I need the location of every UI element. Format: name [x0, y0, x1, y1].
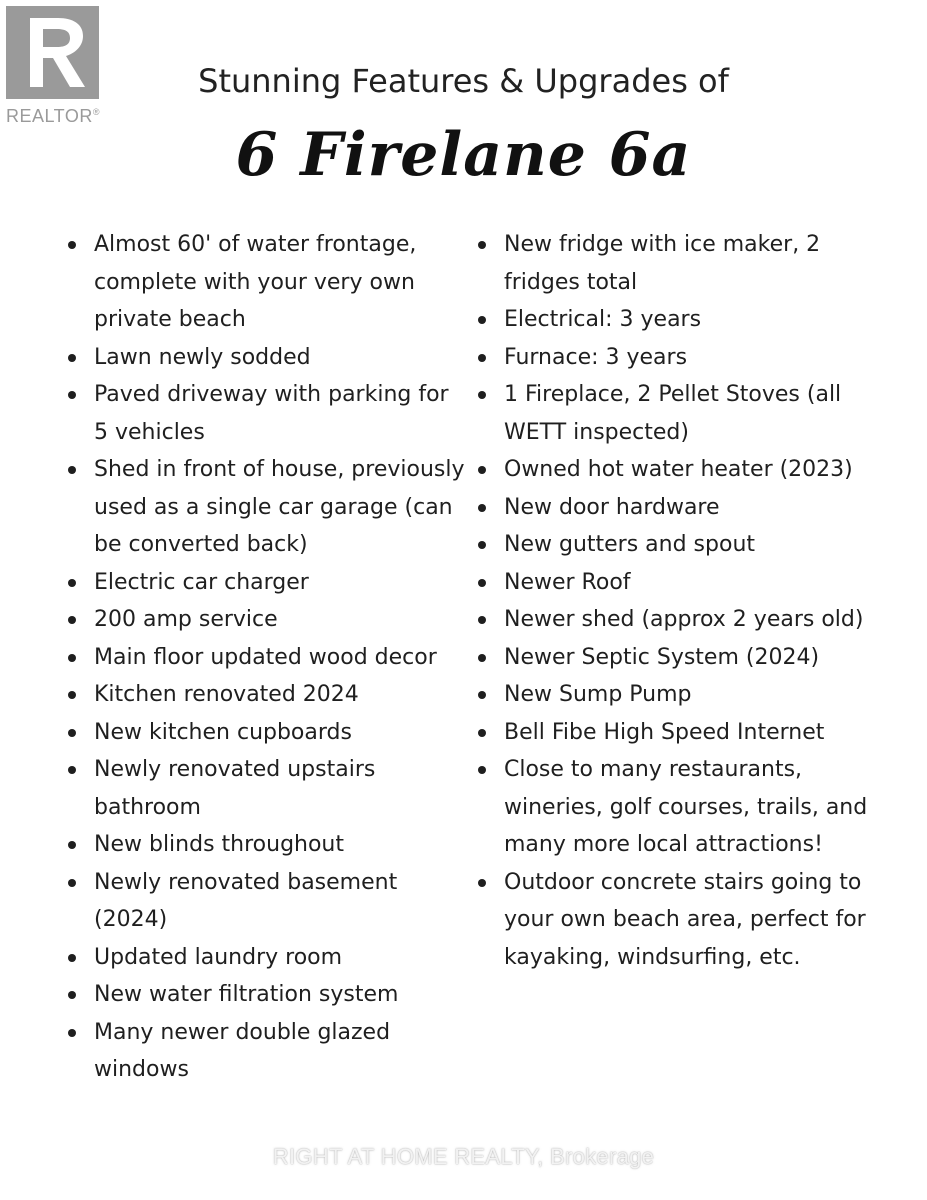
feature-item — [476, 451, 896, 489]
bullet-icon — [68, 841, 76, 849]
features-list-right — [476, 226, 896, 976]
brokerage-watermark: RIGHT AT HOME REALTY, Brokerage — [272, 1144, 655, 1169]
feature-text: Newer shed (approx 2 years old) — [504, 607, 864, 632]
feature-text: Outdoor concrete stairs going to your own beach area, perfect for kayaking, windsurfing, etc. — [504, 869, 866, 970]
bullet-icon — [478, 241, 486, 249]
feature-item — [476, 601, 896, 639]
feature-item — [66, 1014, 466, 1089]
bullet-icon — [478, 879, 486, 887]
bullet-icon — [478, 504, 486, 512]
feature-text: New blinds throughout — [94, 832, 345, 857]
feature-item — [66, 451, 466, 564]
bullet-icon — [68, 766, 76, 774]
feature-text: New gutters and spout — [504, 532, 756, 557]
feature-item — [476, 639, 896, 677]
bullet-icon — [478, 316, 486, 324]
feature-text: Close to many restaurants, wineries, golf courses, trails, and many more local attractions! — [504, 757, 868, 857]
bullet-icon — [478, 354, 486, 362]
feature-text: Newly renovated basement (2024) — [94, 869, 398, 932]
feature-text: Lawn newly sodded — [94, 344, 311, 370]
feature-text: Shed in front of house, previously used as a single car garage (can be converted back) — [94, 457, 465, 557]
feature-item — [66, 339, 466, 377]
feature-item — [66, 864, 466, 939]
bullet-icon — [68, 391, 76, 399]
bullet-icon — [478, 579, 486, 587]
bullet-icon — [478, 654, 486, 662]
feature-item — [66, 751, 466, 826]
bullet-icon — [478, 616, 486, 624]
feature-text: Furnace: 3 years — [504, 344, 688, 370]
feature-item — [66, 226, 466, 339]
feature-item — [476, 489, 896, 527]
feature-text: Electric car charger — [94, 569, 309, 595]
feature-item — [476, 376, 896, 451]
feature-item — [476, 864, 896, 977]
bullet-icon — [68, 691, 76, 699]
feature-text: Electrical: 3 years — [504, 307, 702, 332]
bullet-icon — [478, 729, 486, 737]
feature-text: Main floor updated wood decor — [94, 644, 437, 670]
feature-item — [66, 376, 466, 451]
page-headline: Stunning Features & Upgrades of — [198, 62, 729, 100]
feature-text: Newer Roof — [504, 569, 631, 595]
bullet-icon — [68, 1029, 76, 1037]
feature-text: 200 amp service — [94, 607, 278, 632]
feature-item — [66, 601, 466, 639]
feature-text: 1 Fireplace, 2 Pellet Stoves (all WETT inspected) — [504, 382, 842, 445]
bullet-icon — [68, 466, 76, 474]
property-address: 6 Firelane 6a — [235, 120, 692, 190]
bullet-icon — [68, 729, 76, 737]
feature-item — [476, 676, 896, 714]
bullet-icon — [478, 691, 486, 699]
feature-item — [66, 976, 466, 1014]
feature-item — [66, 564, 466, 602]
feature-item — [476, 751, 896, 864]
feature-item — [476, 526, 896, 564]
feature-item — [66, 639, 466, 677]
feature-item — [66, 939, 466, 977]
feature-item — [66, 826, 466, 864]
bullet-icon — [68, 579, 76, 587]
feature-item — [66, 676, 466, 714]
feature-text: Newly renovated upstairs bathroom — [94, 757, 376, 820]
feature-item — [476, 301, 896, 339]
bullet-icon — [478, 466, 486, 474]
feature-text: Many newer double glazed windows — [94, 1019, 391, 1082]
feature-item — [476, 339, 896, 377]
bullet-icon — [68, 654, 76, 662]
feature-text: Owned hot water heater (2023) — [504, 457, 853, 482]
feature-text: Updated laundry room — [94, 944, 343, 970]
feature-item — [66, 714, 466, 752]
bullet-icon — [478, 766, 486, 774]
feature-text: Paved driveway with parking for 5 vehicles — [94, 382, 449, 445]
bullet-icon — [68, 879, 76, 887]
bullet-icon — [68, 954, 76, 962]
realtor-wordmark: REALTOR® — [6, 106, 100, 126]
feature-text: New Sump Pump — [504, 682, 692, 707]
feature-item — [476, 714, 896, 752]
features-list-left — [66, 226, 466, 1089]
feature-item — [476, 564, 896, 602]
bullet-icon — [478, 541, 486, 549]
feature-text: Kitchen renovated 2024 — [94, 682, 359, 707]
feature-text: Almost 60' of water frontage, complete with your very own private beach — [94, 232, 417, 332]
feature-text: New kitchen cupboards — [94, 719, 352, 745]
bullet-icon — [68, 991, 76, 999]
feature-text: Bell Fibe High Speed Internet — [504, 719, 825, 745]
feature-item — [476, 226, 896, 301]
bullet-icon — [478, 391, 486, 399]
bullet-icon — [68, 616, 76, 624]
feature-text: New water filtration system — [94, 982, 399, 1007]
feature-text: New door hardware — [504, 494, 720, 520]
feature-text: Newer Septic System (2024) — [504, 644, 820, 670]
feature-text: New fridge with ice maker, 2 fridges total — [504, 232, 821, 295]
bullet-icon — [68, 354, 76, 362]
bullet-icon — [68, 241, 76, 249]
